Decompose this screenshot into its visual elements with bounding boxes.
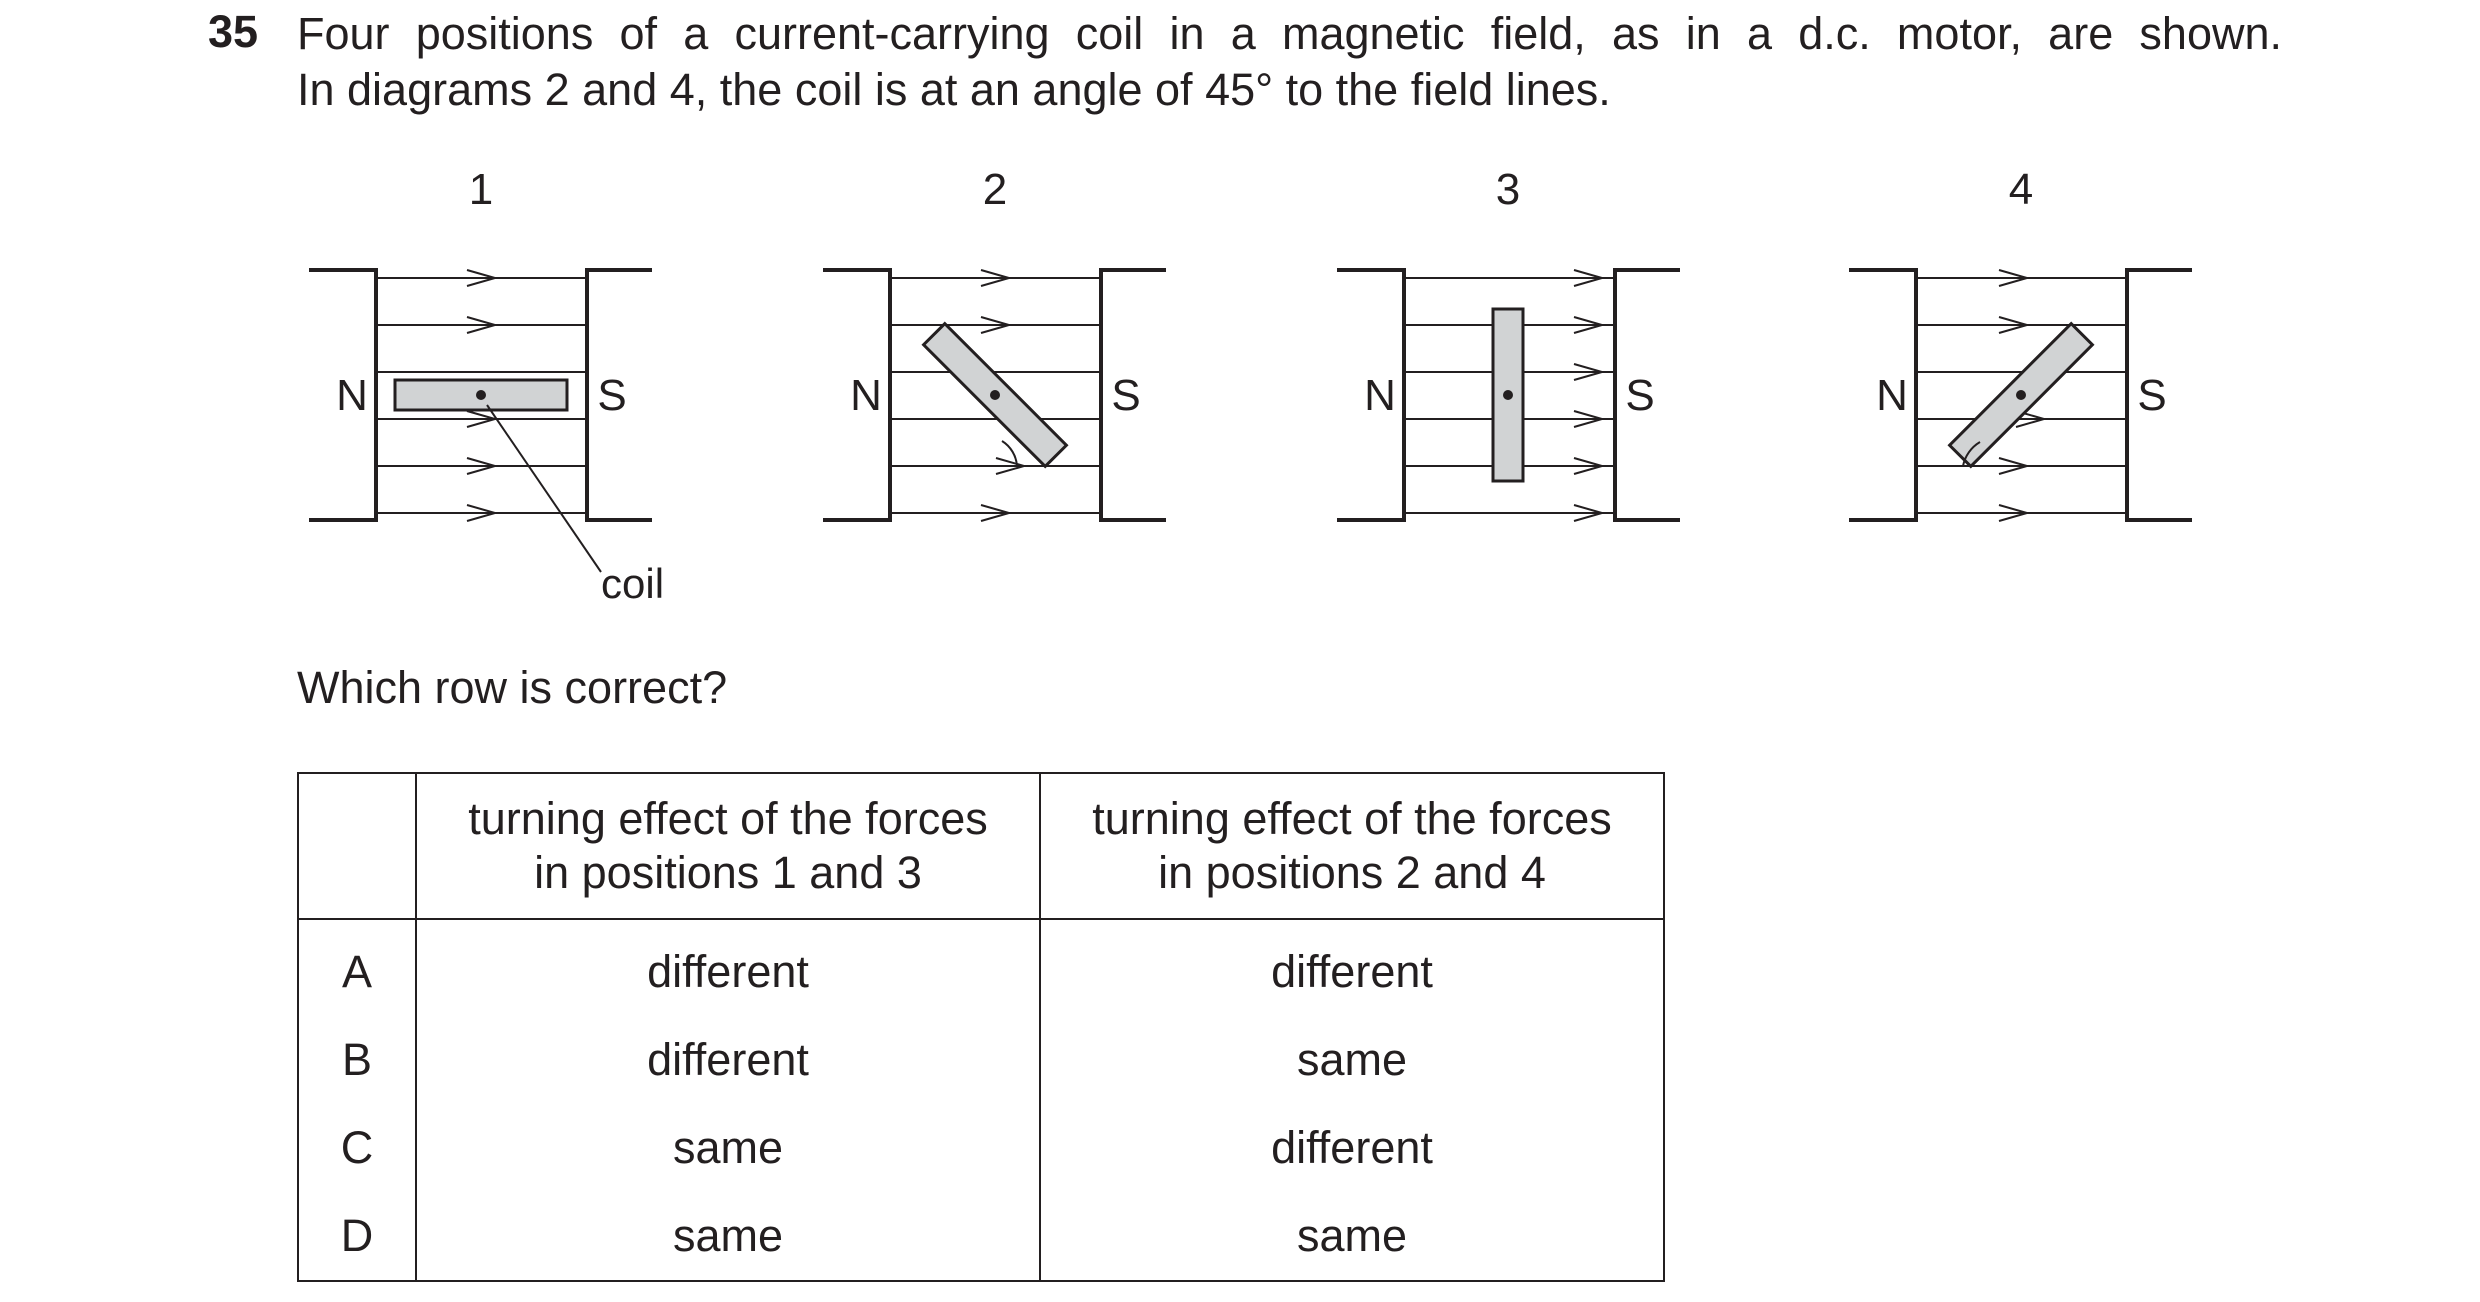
north-label: N: [1364, 371, 1396, 420]
pivot-dot: [1503, 390, 1513, 400]
south-label: S: [2137, 371, 2167, 420]
header-empty-cell: [298, 773, 416, 919]
north-label: N: [336, 371, 368, 420]
diagram-3: [1337, 165, 1680, 521]
motor-diagrams: [0, 140, 2480, 640]
stem-line-2: In diagrams 2 and 4, the coil is at an angle of 45° to the field lines.: [297, 64, 1611, 115]
south-label: S: [1111, 371, 1141, 420]
option-cell-positions-2-4: same: [1040, 1192, 1664, 1281]
option-row-b[interactable]: [298, 1016, 1664, 1104]
header-positions-2-4: [1040, 773, 1664, 919]
south-label: S: [1625, 371, 1655, 420]
header-positions-1-3: [416, 773, 1040, 919]
option-cell-positions-1-3: same: [416, 1104, 1040, 1192]
option-letter: D: [298, 1192, 416, 1281]
pivot-dot: [476, 390, 486, 400]
option-row-d[interactable]: [298, 1192, 1664, 1281]
question-prompt: Which row is correct?: [297, 662, 728, 713]
diagram-2: [823, 165, 1166, 521]
north-label: N: [1876, 371, 1908, 420]
option-cell-positions-1-3: different: [416, 1016, 1040, 1104]
header-line: turning effect of the forces: [1092, 793, 1612, 844]
coil-pointer-line: [487, 405, 601, 572]
option-row-a[interactable]: [298, 919, 1664, 1016]
stem-line-1: Four positions of a current-carrying coil in a magnetic field, as in a d.c. motor, are shown.: [297, 8, 2282, 59]
field-arrows: [1574, 270, 1602, 521]
question-stem: [297, 6, 2282, 118]
header-line: in positions 2 and 4: [1158, 847, 1546, 898]
south-label: S: [597, 371, 627, 420]
header-line: turning effect of the forces: [468, 793, 988, 844]
diagram-number: 2: [982, 165, 1008, 214]
option-cell-positions-2-4: different: [1040, 1104, 1664, 1192]
option-cell-positions-2-4: same: [1040, 1016, 1664, 1104]
question-number: 35: [208, 6, 259, 57]
diagram-number: 4: [2008, 165, 2034, 214]
option-cell-positions-2-4: different: [1040, 919, 1664, 1016]
diagram-number: 1: [468, 165, 494, 214]
option-letter: B: [298, 1016, 416, 1104]
diagram-1: [309, 165, 664, 607]
header-line: in positions 1 and 3: [534, 847, 922, 898]
diagram-number: 3: [1495, 165, 1521, 214]
table-header-row: [298, 773, 1664, 919]
coil-label: coil: [601, 560, 665, 607]
option-row-c[interactable]: [298, 1104, 1664, 1192]
diagram-4: [1849, 165, 2192, 521]
options-table: [297, 772, 1665, 1282]
pivot-dot: [990, 390, 1000, 400]
pivot-dot: [2016, 390, 2026, 400]
option-cell-positions-1-3: same: [416, 1192, 1040, 1281]
option-letter: C: [298, 1104, 416, 1192]
north-label: N: [850, 371, 882, 420]
option-letter: A: [298, 919, 416, 1016]
option-cell-positions-1-3: different: [416, 919, 1040, 1016]
